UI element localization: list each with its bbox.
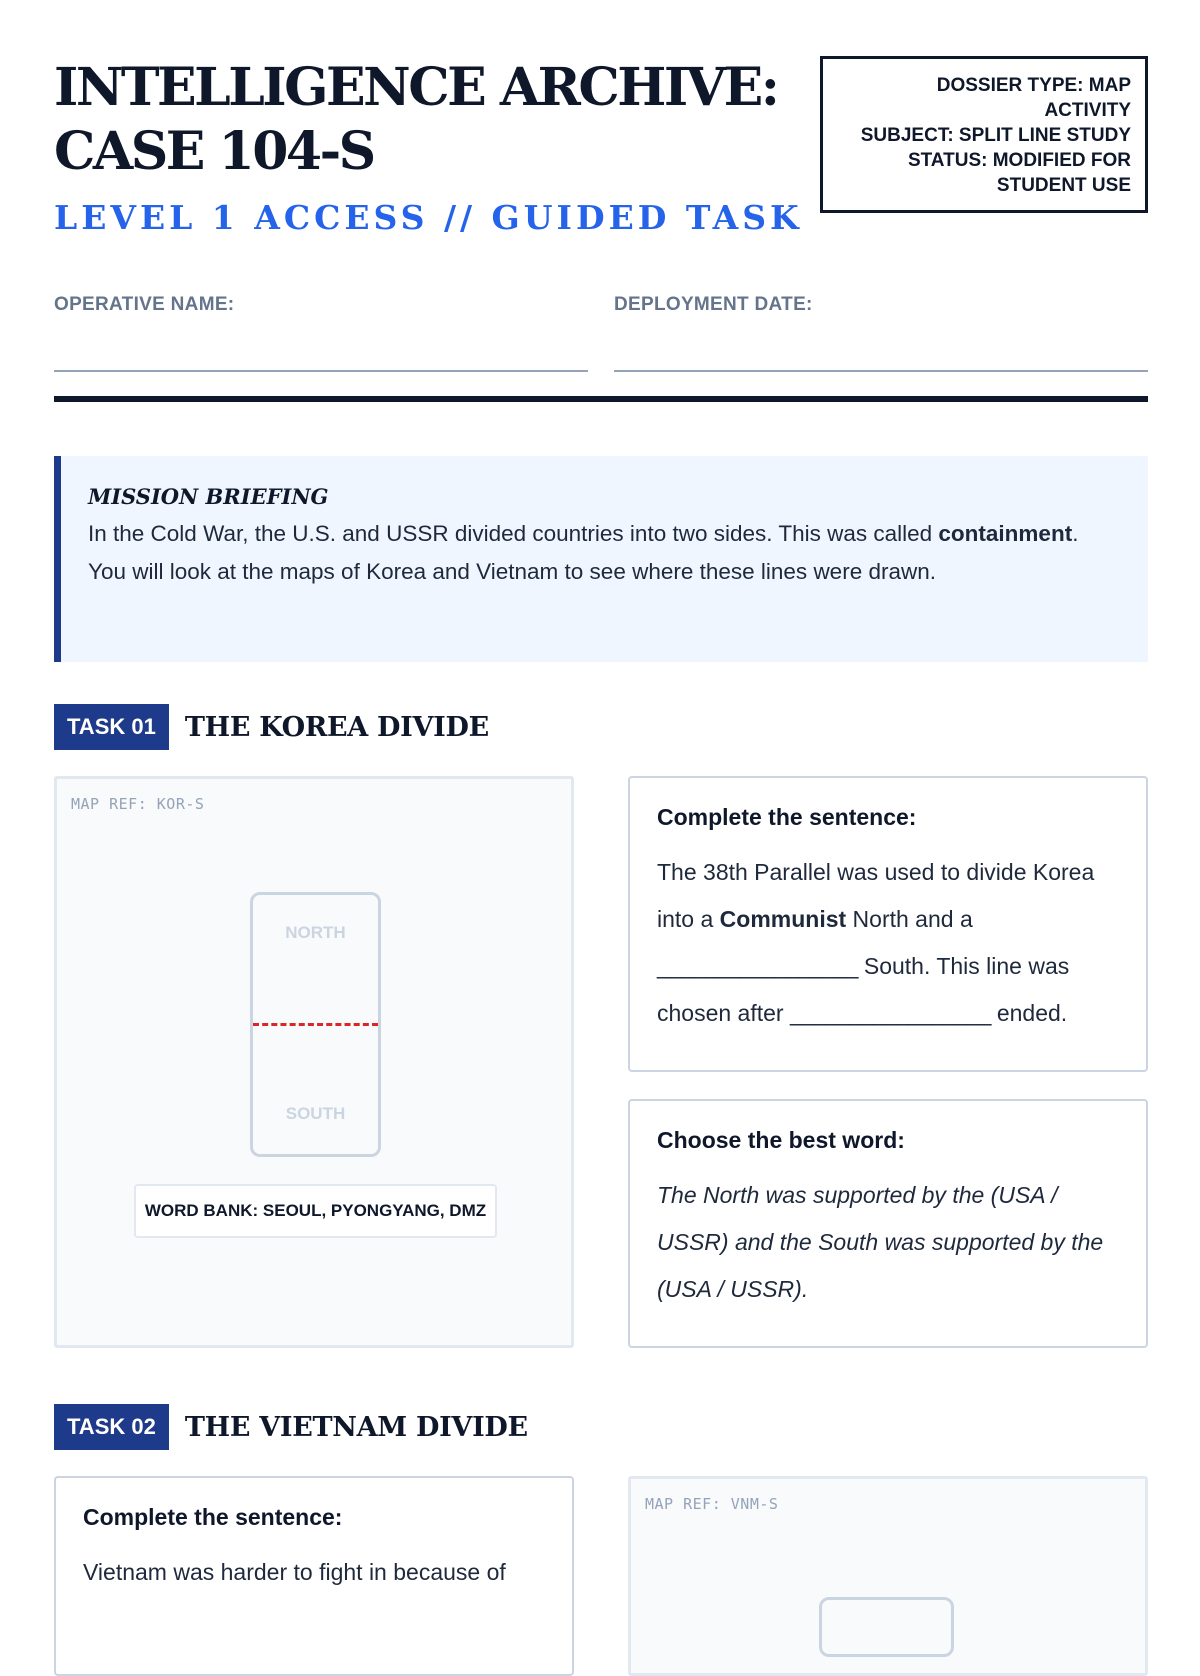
briefing-text-start: In the Cold War, the U.S. and USSR divided countries into two sides. This was called bbox=[88, 521, 939, 546]
korea-map-ref: MAP REF: KOR-S bbox=[71, 795, 205, 813]
korea-sentence-part-2: North and a bbox=[846, 906, 973, 932]
vietnam-map-panel bbox=[628, 1476, 1148, 1676]
page-subtitle: LEVEL 1 ACCESS // GUIDED TASK bbox=[54, 198, 803, 237]
dossier-type-line-2: ACTIVITY bbox=[1044, 100, 1131, 121]
vietnam-sentence-card bbox=[54, 1476, 574, 1676]
operative-name-label: OPERATIVE NAME: bbox=[54, 294, 235, 315]
dossier-status-line-1: STATUS: MODIFIED FOR bbox=[907, 150, 1131, 171]
korea-sentence-part-4: ended. bbox=[990, 1000, 1068, 1026]
korea-sentence-part-3: South. This line was chosen after bbox=[657, 953, 1070, 1026]
korea-choice-card-title: Choose the best word: bbox=[657, 1127, 905, 1153]
task-01-title: THE KOREA DIVIDE bbox=[184, 711, 489, 743]
operative-name-field[interactable] bbox=[54, 294, 588, 372]
korea-blank-1[interactable]: _________________ bbox=[657, 953, 858, 979]
korea-north-label: NORTH bbox=[285, 923, 346, 942]
task-01-heading bbox=[54, 704, 489, 750]
korea-sentence-card bbox=[628, 776, 1148, 1072]
korea-choice-card bbox=[628, 1099, 1148, 1348]
task-02-title: THE VIETNAM DIVIDE bbox=[184, 1411, 528, 1443]
task-02-heading bbox=[54, 1404, 528, 1450]
korea-sentence-card-title: Complete the sentence: bbox=[657, 804, 917, 830]
dossier-box bbox=[820, 56, 1148, 213]
dossier-status-line-2: STUDENT USE bbox=[996, 175, 1131, 196]
title-line-2: CASE 104-S bbox=[54, 121, 374, 182]
task-01-badge: TASK 01 bbox=[54, 704, 169, 750]
deployment-date-label: DEPLOYMENT DATE: bbox=[614, 294, 813, 315]
header-divider bbox=[54, 396, 1148, 402]
korea-sentence-keyword: Communist bbox=[719, 906, 847, 932]
korea-map-panel bbox=[54, 776, 574, 1348]
dossier-subject: SUBJECT: SPLIT LINE STUDY bbox=[860, 125, 1131, 146]
vietnam-map-shape bbox=[819, 1597, 954, 1657]
vietnam-sentence-text: Vietnam was harder to fight in because of bbox=[83, 1559, 506, 1585]
briefing-text-end: . You will look at the maps of Korea and Vietnam to see where these lines were drawn. bbox=[88, 521, 1079, 584]
korea-38th-parallel-line bbox=[253, 1023, 378, 1026]
page-title bbox=[54, 56, 784, 184]
korea-sentence-text bbox=[657, 849, 1120, 1037]
korea-map-shape bbox=[250, 892, 381, 1157]
korea-word-bank: WORD BANK: SEOUL, PYONGYANG, DMZ bbox=[134, 1184, 497, 1238]
briefing-keyword: containment bbox=[938, 521, 1073, 546]
korea-choice-text[interactable]: The North was supported by the (USA / USSR) and the South was supported by the (USA / USSR). bbox=[657, 1182, 1104, 1302]
dossier-type-line-1: DOSSIER TYPE: MAP bbox=[936, 75, 1131, 96]
korea-south-label: SOUTH bbox=[285, 1104, 346, 1123]
korea-blank-2[interactable]: _________________ bbox=[789, 1000, 991, 1026]
briefing-title: MISSION BRIEFING bbox=[88, 484, 329, 509]
title-line-1: INTELLIGENCE ARCHIVE: bbox=[54, 57, 778, 118]
deployment-date-field[interactable] bbox=[614, 294, 1148, 372]
mission-briefing bbox=[54, 456, 1148, 662]
vietnam-map-ref: MAP REF: VNM-S bbox=[645, 1495, 779, 1513]
vietnam-sentence-card-title: Complete the sentence: bbox=[83, 1504, 343, 1530]
briefing-text bbox=[88, 515, 1108, 591]
header bbox=[54, 56, 1148, 246]
korea-sentence-part-1: The 38th Parallel was used to divide Korea into a bbox=[657, 859, 1095, 932]
task-02-badge: TASK 02 bbox=[54, 1404, 169, 1450]
